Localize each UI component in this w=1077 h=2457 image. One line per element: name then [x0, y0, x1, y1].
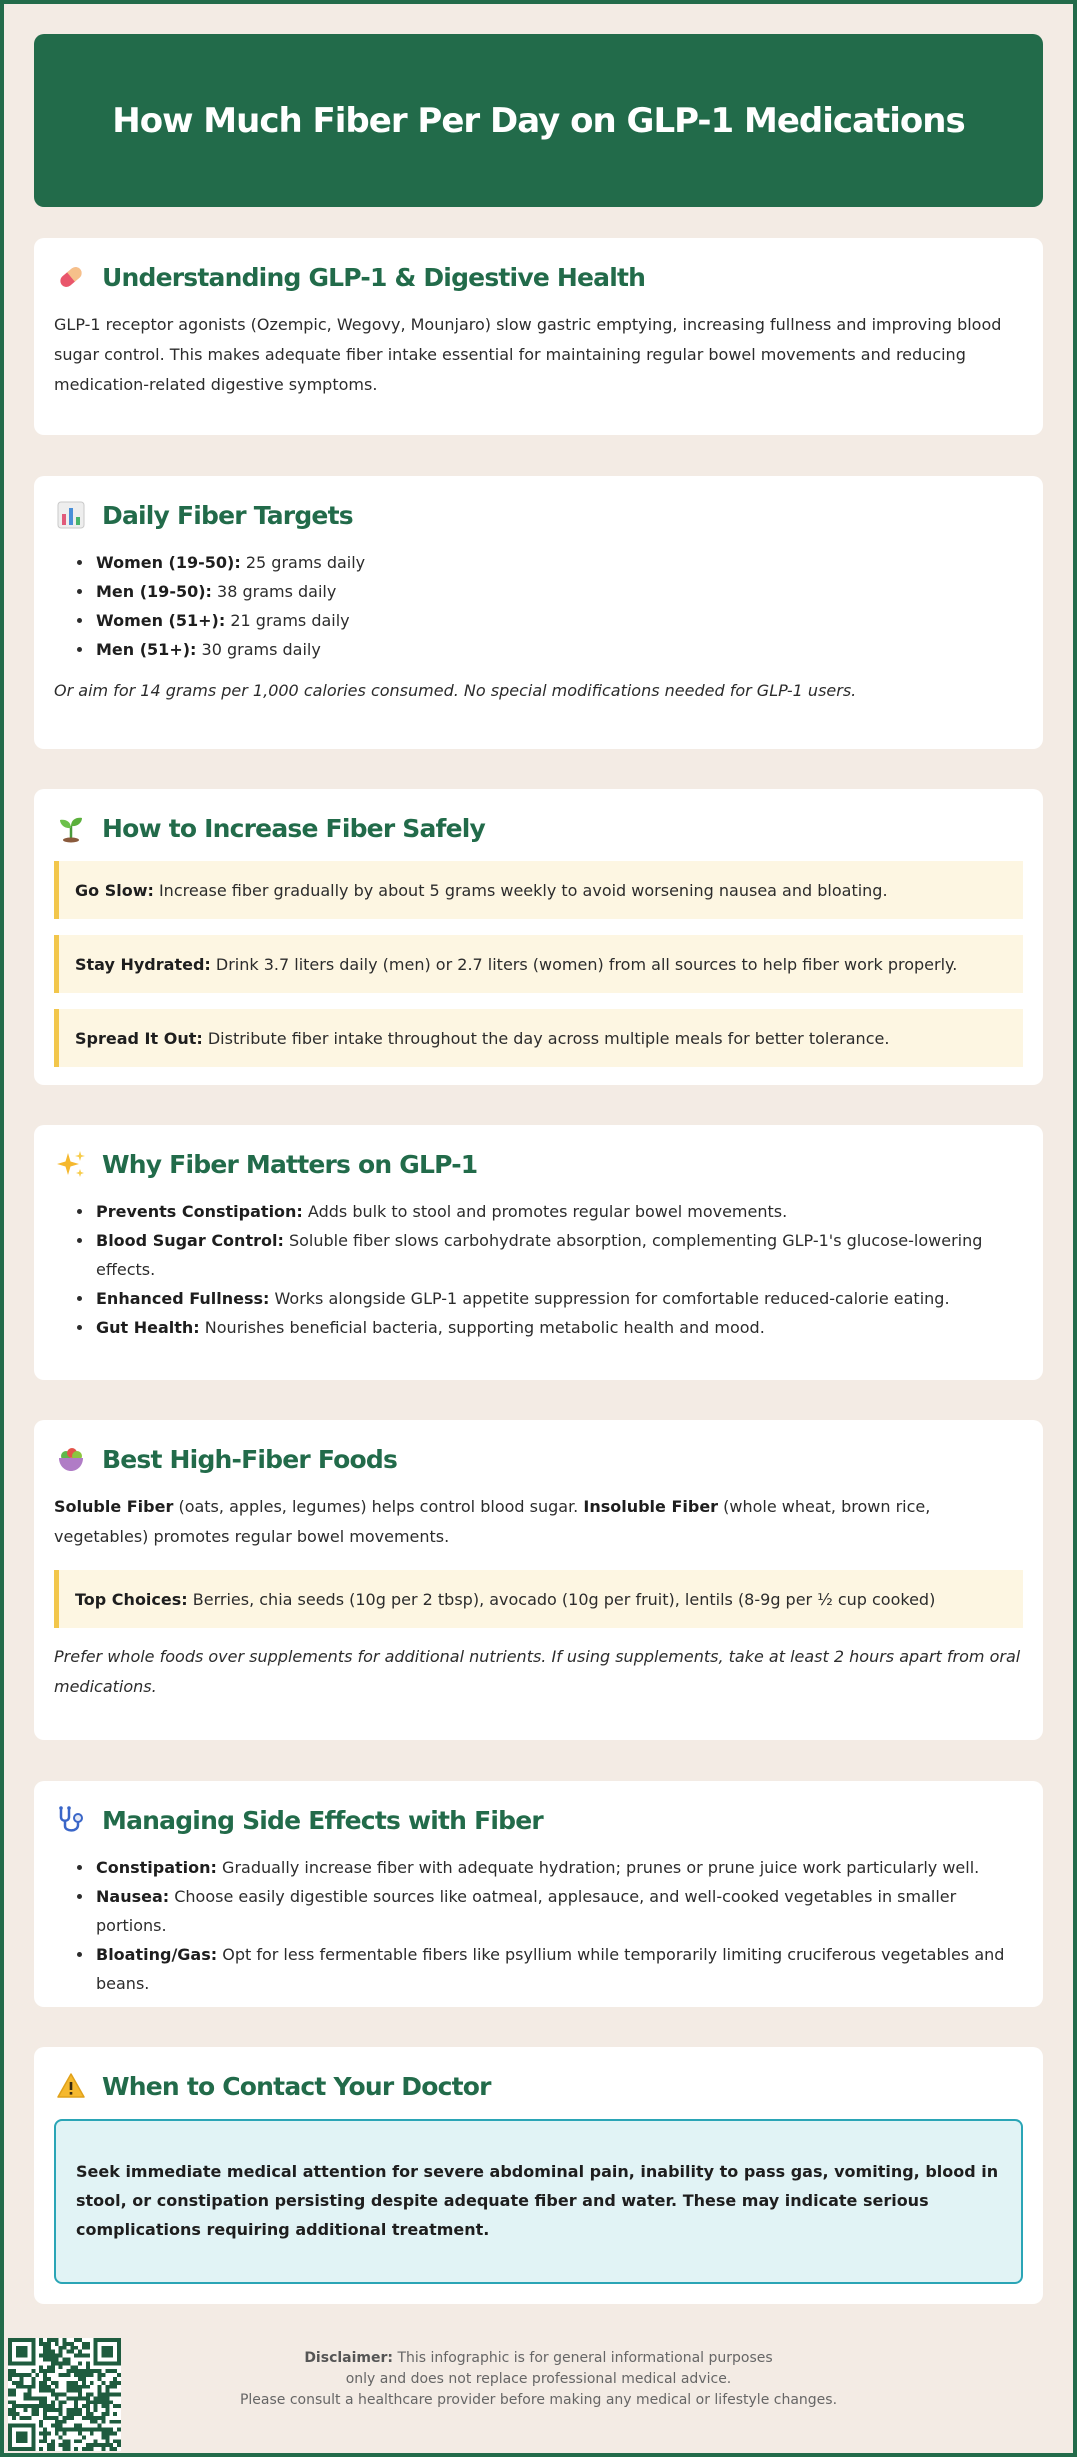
card-header: [54, 1147, 1023, 1181]
qr-code[interactable]: [8, 2338, 121, 2451]
card-header: [54, 498, 1023, 532]
card-header: [54, 1803, 1023, 1837]
list-item: • Women (51+): 21 grams daily: [94, 606, 1023, 635]
tip-box: Spread It Out: Distribute fiber intake throughout the day across multiple meals for better tolerance.: [54, 1009, 1023, 1067]
list-item: • Nausea: Choose easily digestible sources like oatmeal, applesauce, and well-cooked vegetables in smaller portions.: [94, 1882, 1023, 1940]
section-note: Prefer whole foods over supplements for additional nutrients. If using supplements, take at least 2 hours apart from oral medications.: [54, 1647, 1021, 1696]
list-item: • Enhanced Fullness: Works alongside GLP-1 appetite suppression for comfortable reduced-calorie eating.: [94, 1284, 1023, 1313]
list-item: • Prevents Constipation: Adds bulk to stool and promotes regular bowel movements.: [94, 1197, 1023, 1226]
card-header: [54, 1442, 1023, 1476]
increase-card: [34, 789, 1043, 1085]
foods-card: [34, 1420, 1043, 1740]
tip-box: Go Slow: Increase fiber gradually by about 5 grams weekly to avoid worsening nausea and bloating.: [54, 861, 1023, 919]
targets-card: [34, 476, 1043, 749]
section-title: When to Contact Your Doctor: [102, 2071, 491, 2101]
list-item: • Bloating/Gas: Opt for less fermentable fibers like psyllium while temporarily limiting cruciferous vegetables and beans.: [94, 1940, 1023, 1998]
why-list: [54, 1197, 1023, 1342]
section-text: GLP-1 receptor agonists (Ozempic, Wegovy, Mounjaro) slow gastric emptying, increasing fullness and improving blood sugar control. This makes adequate fiber intake essential for maintaining regular bowel movements and reducing medication-related digestive symptoms.: [54, 315, 1002, 394]
section-title: Why Fiber Matters on GLP-1: [102, 1149, 478, 1179]
understanding-card: [34, 238, 1043, 435]
page-title: How Much Fiber Per Day on GLP-1 Medications: [112, 100, 965, 141]
section-title: Managing Side Effects with Fiber: [102, 1805, 543, 1835]
card-header: [54, 811, 1023, 845]
doctor-card: [34, 2047, 1043, 2304]
salad-bowl-icon: [54, 1442, 88, 1476]
side-effects-card: [34, 1781, 1043, 2007]
tip-box: Top Choices: Berries, chia seeds (10g per 2 tbsp), avocado (10g per fruit), lentils (8-9g per ½ cup cooked): [54, 1570, 1023, 1628]
page-footer: [0, 2330, 1077, 2450]
warning-icon: [54, 2069, 88, 2103]
seedling-icon: [54, 811, 88, 845]
page-header: [34, 34, 1043, 207]
list-item: • Men (51+): 30 grams daily: [94, 635, 1023, 664]
list-item: • Constipation: Gradually increase fiber with adequate hydration; prunes or prune juice work particularly well.: [94, 1853, 1023, 1882]
side-effects-list: [54, 1853, 1023, 1998]
section-title: Daily Fiber Targets: [102, 500, 353, 530]
fiber-types-text: Soluble Fiber (oats, apples, legumes) helps control blood sugar. Insoluble Fiber (whole wheat, brown rice, vegetables) promotes regular bowel movements.: [54, 1497, 931, 1546]
list-item: • Women (19-50): 25 grams daily: [94, 548, 1023, 577]
bar-chart-icon: [54, 498, 88, 532]
list-item: • Blood Sugar Control: Soluble fiber slows carbohydrate absorption, complementing GLP-1's glucose-lowering effects.: [94, 1226, 1023, 1284]
disclaimer: Disclaimer: This infographic is for general informational purposes only and does not replace professional medical advice. Please consult a healthcare provider before making any medical or lifestyle changes.: [239, 2350, 838, 2408]
doctor-alert-box: Seek immediate medical attention for severe abdominal pain, inability to pass gas, vomiting, blood in stool, or constipation persisting despite adequate fiber and water. These may indicate serious complications requiring additional treatment.: [54, 2119, 1023, 2284]
list-item: • Men (19-50): 38 grams daily: [94, 577, 1023, 606]
targets-list: [54, 548, 1023, 664]
section-title: How to Increase Fiber Safely: [102, 813, 486, 843]
sparkles-icon: [54, 1147, 88, 1181]
card-header: [54, 260, 1023, 294]
pill-icon: [54, 260, 88, 294]
tip-box: Stay Hydrated: Drink 3.7 liters daily (men) or 2.7 liters (women) from all sources to help fiber work properly.: [54, 935, 1023, 993]
section-title: Understanding GLP-1 & Digestive Health: [102, 262, 646, 292]
card-header: [54, 2069, 1023, 2103]
section-note: Or aim for 14 grams per 1,000 calories consumed. No special modifications needed for GLP-1 users.: [54, 681, 857, 700]
why-card: [34, 1125, 1043, 1380]
list-item: • Gut Health: Nourishes beneficial bacteria, supporting metabolic health and mood.: [94, 1313, 1023, 1342]
section-title: Best High-Fiber Foods: [102, 1444, 398, 1474]
stethoscope-icon: [54, 1803, 88, 1837]
